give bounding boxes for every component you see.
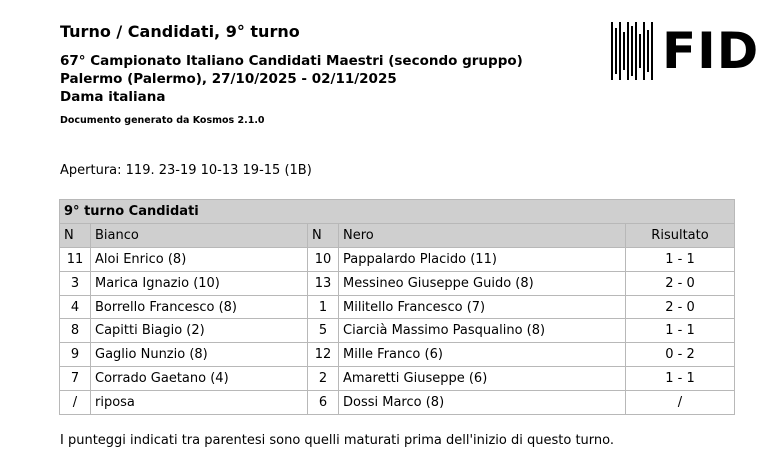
footer-note: I punteggi indicati tra parentesi sono quelli maturati prima dell'inizio di questo turno. bbox=[60, 433, 614, 448]
table-header-row bbox=[60, 223, 735, 247]
table-row bbox=[60, 247, 735, 271]
cell-white: riposa bbox=[91, 391, 308, 415]
cell-n-black: 12 bbox=[308, 343, 339, 367]
cell-n-black: 6 bbox=[308, 391, 339, 415]
cell-n-black: 13 bbox=[308, 271, 339, 295]
cell-n-white: 9 bbox=[60, 343, 91, 367]
cell-n-white: 4 bbox=[60, 295, 91, 319]
cell-white: Gaglio Nunzio (8) bbox=[91, 343, 308, 367]
cell-n-white: / bbox=[60, 391, 91, 415]
cell-black: Messineo Giuseppe Guido (8) bbox=[339, 271, 626, 295]
cell-black: Militello Francesco (7) bbox=[339, 295, 626, 319]
table-row bbox=[60, 319, 735, 343]
cell-result: / bbox=[626, 391, 735, 415]
generator-note: Documento generato da Kosmos 2.1.0 bbox=[60, 115, 265, 126]
cell-black: Dossi Marco (8) bbox=[339, 391, 626, 415]
col-header-black: Nero bbox=[339, 223, 626, 247]
event-place-dates: Palermo (Palermo), 27/10/2025 - 02/11/2025 bbox=[60, 71, 397, 87]
cell-n-black: 5 bbox=[308, 319, 339, 343]
cell-n-black: 1 bbox=[308, 295, 339, 319]
cell-n-white: 7 bbox=[60, 367, 91, 391]
table-caption: 9° turno Candidati bbox=[60, 200, 735, 224]
col-header-white: Bianco bbox=[91, 223, 308, 247]
fid-logo bbox=[610, 22, 760, 80]
fid-logo-bars-icon bbox=[610, 22, 656, 80]
col-header-n-white: N bbox=[60, 223, 91, 247]
pairings-table bbox=[59, 199, 735, 415]
table-row bbox=[60, 271, 735, 295]
cell-result: 1 - 1 bbox=[626, 319, 735, 343]
cell-result: 1 - 1 bbox=[626, 247, 735, 271]
cell-n-white: 3 bbox=[60, 271, 91, 295]
page-title: Turno / Candidati, 9° turno bbox=[60, 22, 300, 41]
table-row bbox=[60, 367, 735, 391]
fid-logo-text: FID bbox=[662, 22, 760, 80]
cell-white: Aloi Enrico (8) bbox=[91, 247, 308, 271]
cell-black: Ciarcià Massimo Pasqualino (8) bbox=[339, 319, 626, 343]
opening-line: Apertura: 119. 23-19 10-13 19-15 (1B) bbox=[60, 163, 312, 178]
col-header-n-black: N bbox=[308, 223, 339, 247]
event-discipline: Dama italiana bbox=[60, 89, 166, 105]
table-row bbox=[60, 295, 735, 319]
cell-result: 2 - 0 bbox=[626, 295, 735, 319]
cell-result: 1 - 1 bbox=[626, 367, 735, 391]
cell-result: 2 - 0 bbox=[626, 271, 735, 295]
cell-black: Amaretti Giuseppe (6) bbox=[339, 367, 626, 391]
cell-result: 0 - 2 bbox=[626, 343, 735, 367]
cell-white: Marica Ignazio (10) bbox=[91, 271, 308, 295]
cell-n-black: 10 bbox=[308, 247, 339, 271]
cell-white: Corrado Gaetano (4) bbox=[91, 367, 308, 391]
cell-white: Borrello Francesco (8) bbox=[91, 295, 308, 319]
cell-n-black: 2 bbox=[308, 367, 339, 391]
cell-black: Pappalardo Placido (11) bbox=[339, 247, 626, 271]
table-caption-row bbox=[60, 200, 735, 224]
col-header-result: Risultato bbox=[626, 223, 735, 247]
table-row bbox=[60, 391, 735, 415]
cell-n-white: 11 bbox=[60, 247, 91, 271]
cell-black: Mille Franco (6) bbox=[339, 343, 626, 367]
table-row bbox=[60, 343, 735, 367]
cell-white: Capitti Biagio (2) bbox=[91, 319, 308, 343]
cell-n-white: 8 bbox=[60, 319, 91, 343]
event-name: 67° Campionato Italiano Candidati Maestri (secondo gruppo) bbox=[60, 53, 523, 69]
